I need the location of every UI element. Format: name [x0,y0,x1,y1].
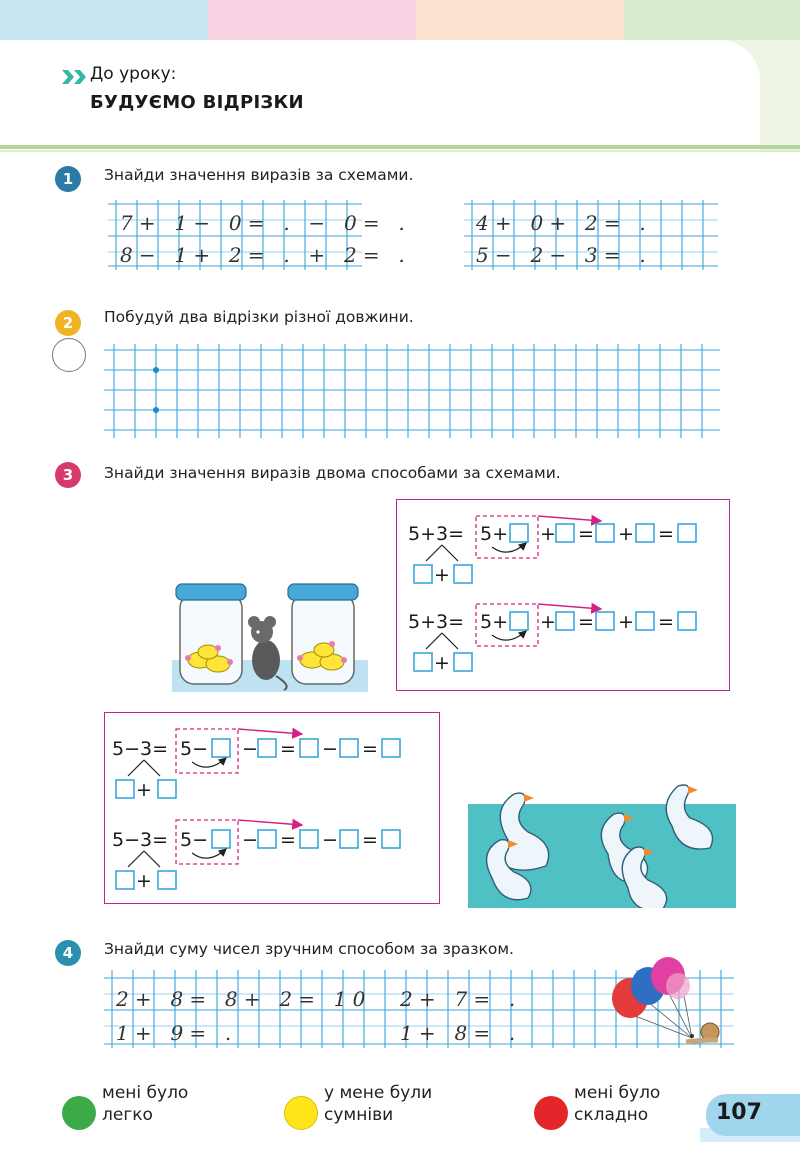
add-2-plus: + [540,611,556,633]
sub-2-expression: 5−3= [112,829,169,851]
feedback-easy[interactable] [62,1082,188,1130]
sub-1-expression: 5−3= [112,738,169,760]
jars-with-candies-illustration [172,582,368,692]
self-check-circle[interactable] [52,338,86,372]
feedback-hard-line2: складно [574,1105,649,1125]
yellow-circle-icon [284,1096,318,1130]
sub-1-minus: − [242,738,258,760]
segment-start-point-2 [153,407,159,413]
green-circle-icon [62,1096,96,1130]
task-number-4: 4 [55,940,81,966]
task-number-2: 2 [55,310,81,336]
feedback-easy-line2: легко [102,1105,153,1125]
sub-1-split-plus: + [136,779,152,801]
task-2-text: Побудуй два відрізки різної довжини. [104,308,414,326]
balloons-snail-illustration [606,956,734,1052]
sub-2-split-plus: + [136,870,152,892]
sub-2-mid: 5− [180,829,209,851]
page-number: 107 [716,1100,762,1125]
sub-2-minus-2: − [322,829,338,851]
task-1-text: Знайди значення виразів за схемами. [104,166,414,184]
task-number-1: 1 [55,166,81,192]
sub-1-eq: = [280,738,296,760]
task-4-row-2: 1+ 9= . [116,1021,238,1045]
add-2-split-plus: + [434,652,450,674]
subtraction-schemes [104,712,440,904]
add-1-plus: + [540,523,556,545]
task-4-row-4: 1+ 8= . [400,1021,522,1045]
addition-schemes [396,499,730,691]
lesson-pre-title: До уроку: [90,64,177,84]
add-2-eq: = [578,611,594,633]
sub-2-minus: − [242,829,258,851]
task-4-text: Знайди суму чисел зручним способом за зразком. [104,940,514,958]
feedback-doubt-line1: у мене були [324,1083,433,1103]
task-4-row-1: 2+ 8= 8+ 2= 10 [116,987,372,1011]
add-2-mid: 5+ [480,611,509,633]
add-2-plus-2: + [618,611,634,633]
double-chevron-icon [62,68,90,86]
add-1-expression: 5+3= [408,523,465,545]
sub-2-eq: = [280,829,296,851]
add-2-expression: 5+3= [408,611,465,633]
add-1-plus-2: + [618,523,634,545]
sub-1-minus-2: − [322,738,338,760]
feedback-hard-line1: мені було [574,1083,661,1103]
segment-start-point-1 [153,367,159,373]
feedback-hard[interactable] [534,1082,660,1130]
red-circle-icon [534,1096,568,1130]
lesson-title: БУДУЄМО ВІДРІЗКИ [90,92,304,113]
sub-1-eq-2: = [362,738,378,760]
top-color-bar [0,0,800,40]
task-1-grid [100,200,720,272]
task-2-grid [100,342,724,440]
feedback-easy-line1: мені було [102,1083,189,1103]
swans-illustration [468,770,736,908]
task-1-row-4: 5− 2− 3= . [476,243,652,267]
add-1-eq: = [578,523,594,545]
feedback-doubt[interactable] [284,1082,432,1130]
task-1-row-1: 7+ 1− 0= . − 0= . [120,211,411,235]
add-1-split-plus: + [434,564,450,586]
add-1-mid: 5+ [480,523,509,545]
feedback-doubt-line2: сумніви [324,1105,394,1125]
sub-2-eq-2: = [362,829,378,851]
task-1-row-3: 4+ 0+ 2= . [476,211,652,235]
add-1-eq-2: = [658,523,674,545]
sub-1-mid: 5− [180,738,209,760]
task-1-row-2: 8− 1+ 2= . + 2= . [120,243,411,267]
task-number-3: 3 [55,462,81,488]
task-4-row-3: 2+ 7= . [400,987,522,1011]
add-2-eq-2: = [658,611,674,633]
task-3-text: Знайди значення виразів двома способами за схемами. [104,464,561,482]
